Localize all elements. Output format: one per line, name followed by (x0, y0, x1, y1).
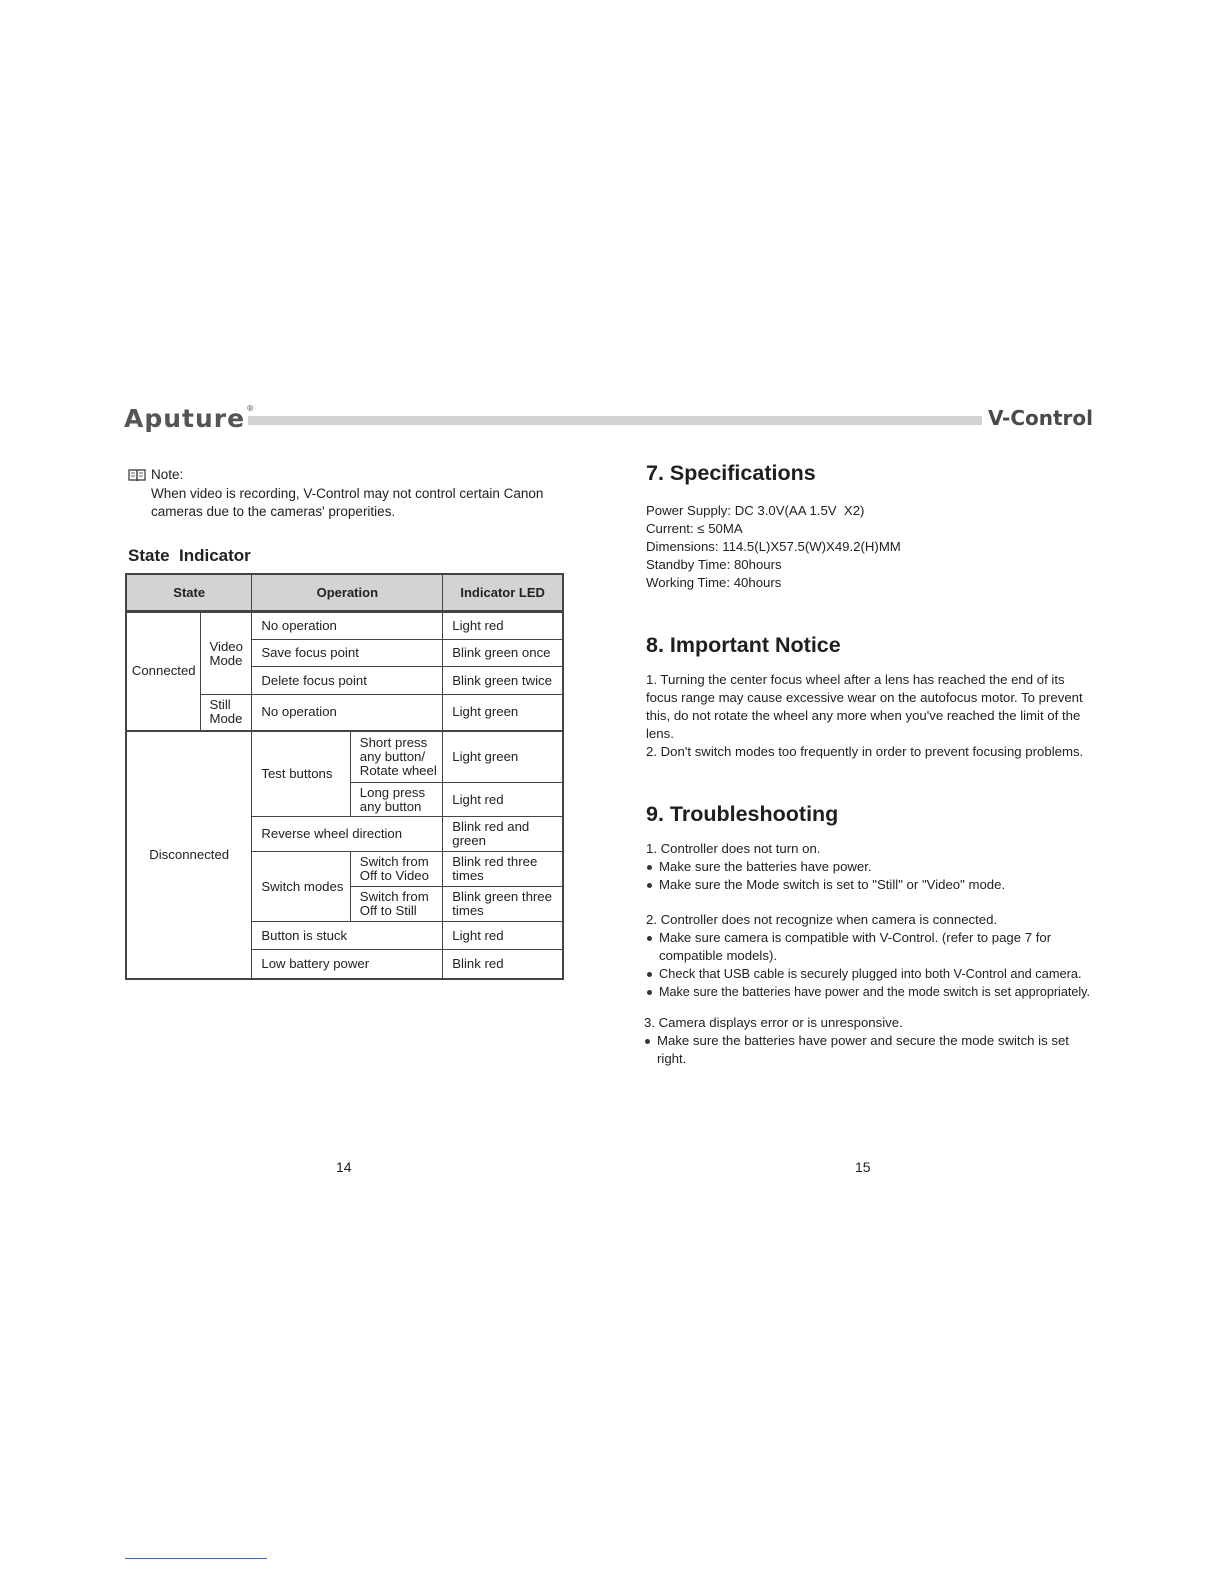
page-number-right: 15 (855, 1159, 871, 1175)
trouble-heading: 1. Controller does not turn on. (646, 841, 821, 856)
bullet-item: Make sure camera is compatible with V-Control. (refer to page 7 for compatible models). (646, 929, 1079, 965)
trouble-item-2 (646, 911, 1101, 1001)
troubleshooting-title: 9. Troubleshooting (646, 802, 839, 826)
led-cell: Light green (443, 731, 563, 783)
spec-line: Power Supply: DC 3.0V(AA 1.5V X2) (646, 503, 865, 518)
operation-cell: Delete focus point (252, 667, 443, 695)
important-notice-body (646, 671, 1091, 761)
note-label: Note: (151, 467, 184, 482)
video-mode: Video Mode (201, 612, 252, 695)
bullet-item: Make sure the batteries have power and the mode switch is set appropriately. (646, 983, 1101, 1001)
state-disconnected: Disconnected (126, 731, 252, 979)
spec-line: Working Time: 40hours (646, 575, 782, 590)
led-cell: Light red (443, 922, 563, 950)
switch-modes: Switch modes (252, 852, 350, 922)
led-cell: Blink red three times (443, 852, 563, 887)
notice-item: 1. Turning the center focus wheel after a lens has reached the end of its focus range may cause excessive wear on the autofocus motor. To prevent this, do not rotate the wheel any more when you've reached the limit of the lens. (646, 672, 1083, 741)
test-buttons: Test buttons (252, 731, 350, 817)
specifications-title: 7. Specifications (646, 461, 816, 485)
header-indicator-led: Indicator LED (443, 574, 563, 612)
spec-line: Dimensions: 114.5(L)X57.5(W)X49.2(H)MM (646, 539, 901, 554)
spec-line: Standby Time: 80hours (646, 557, 782, 572)
led-cell: Blink green three times (443, 887, 563, 922)
header-operation: Operation (252, 574, 443, 612)
led-cell: Blink green twice (443, 667, 563, 695)
operation-cell: Button is stuck (252, 922, 443, 950)
trouble-item-1 (646, 840, 1096, 894)
bullet-item: Check that USB cable is securely plugged into both V-Control and camera. (646, 965, 1101, 983)
operation-cell: No operation (252, 695, 443, 731)
notice-item: 2. Don't switch modes too frequently in order to prevent focusing problems. (646, 744, 1084, 759)
operation-cell: Short press any button/ Rotate wheel (350, 731, 442, 783)
registered-mark: ® (246, 404, 256, 413)
product-name: V-Control (988, 406, 1093, 430)
operation-cell: Switch from Off to Still (350, 887, 442, 922)
operation-cell: No operation (252, 612, 443, 640)
book-icon (128, 468, 146, 482)
trouble-heading: 3. Camera displays error or is unresponsive. (644, 1015, 903, 1030)
brand-name: Aputure (124, 404, 246, 433)
led-cell: Blink red and green (443, 817, 563, 852)
led-cell: Light red (443, 612, 563, 640)
led-cell: Light red (443, 783, 563, 817)
led-cell: Blink green once (443, 640, 563, 667)
bullet-item: Make sure the batteries have power. (646, 858, 1096, 876)
brand-logo (124, 404, 255, 433)
operation-cell: Low battery power (252, 950, 443, 979)
table-header-row (126, 574, 563, 612)
state-indicator-title: State Indicator (128, 546, 251, 565)
specifications-list (646, 502, 901, 592)
trouble-item-3 (644, 1014, 1074, 1068)
footer-divider (125, 1558, 267, 1559)
table-row (126, 731, 563, 783)
operation-cell: Save focus point (252, 640, 443, 667)
led-cell: Light green (443, 695, 563, 731)
operation-cell: Switch from Off to Video (350, 852, 442, 887)
led-cell: Blink red (443, 950, 563, 979)
state-indicator-table (125, 573, 564, 980)
state-connected: Connected (126, 612, 201, 731)
trouble-heading: 2. Controller does not recognize when camera is connected. (646, 912, 998, 927)
header-bar (248, 416, 982, 425)
table-row (126, 612, 563, 640)
note-text: When video is recording, V-Control may not control certain Canon cameras due to the cameras' properities. (151, 486, 544, 519)
header-state: State (126, 574, 252, 612)
important-notice-title: 8. Important Notice (646, 633, 841, 657)
still-mode: Still Mode (201, 695, 252, 731)
operation-cell: Long press any button (350, 783, 442, 817)
operation-cell: Reverse wheel direction (252, 817, 443, 852)
page-number-left: 14 (336, 1159, 352, 1175)
bullet-item: Make sure the batteries have power and secure the mode switch is set right. (644, 1032, 1074, 1068)
spec-line: Current: ≤ 50MA (646, 521, 743, 536)
bullet-item: Make sure the Mode switch is set to "Still" or "Video" mode. (646, 876, 1096, 894)
